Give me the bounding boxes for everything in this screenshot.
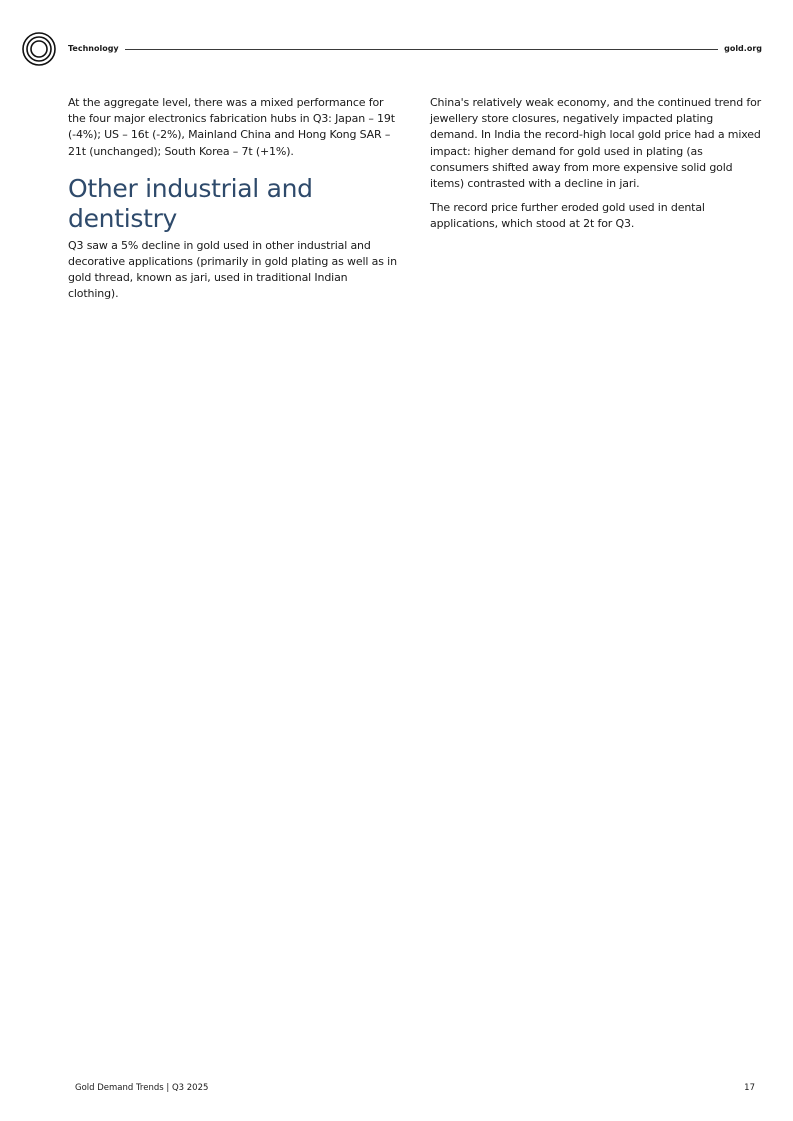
- header-divider: [125, 49, 718, 50]
- page-number: 17: [744, 1083, 755, 1093]
- world-gold-council-logo-icon: [22, 32, 56, 66]
- section-heading: Other industrial and dentistry: [68, 173, 313, 233]
- left-column: [68, 95, 401, 311]
- right-column: [430, 95, 763, 241]
- section-title: Technology: [68, 44, 119, 53]
- paragraph: At the aggregate level, there was a mixed performance for the four major electronics fabrication hubs in Q3: Japan – 19t (-4%); US – 16t (-2%), Mainland China and Hong Kong SAR – 21t (unchanged); South Korea – 7t (+1%).: [68, 96, 395, 158]
- paragraph: China's relatively weak economy, and the continued trend for jewellery store closures, negatively impacted plating demand. In India the record-high local gold price had a mixed impact: higher demand for gold used in plating (as consumers shifted away from more expensive solid gold items) contrasted with a decline in jari.: [430, 96, 762, 191]
- paragraph: The record price further eroded gold used in dental applications, which stood at 2t for Q3.: [430, 201, 705, 231]
- site-link[interactable]: gold.org: [724, 44, 762, 53]
- footer-publication: Gold Demand Trends | Q3 2025: [75, 1083, 209, 1093]
- paragraph: Q3 saw a 5% decline in gold used in other industrial and decorative applications (primarily in gold plating as well as in gold thread, known as jari, used in traditional Indian clothing).: [68, 238, 397, 301]
